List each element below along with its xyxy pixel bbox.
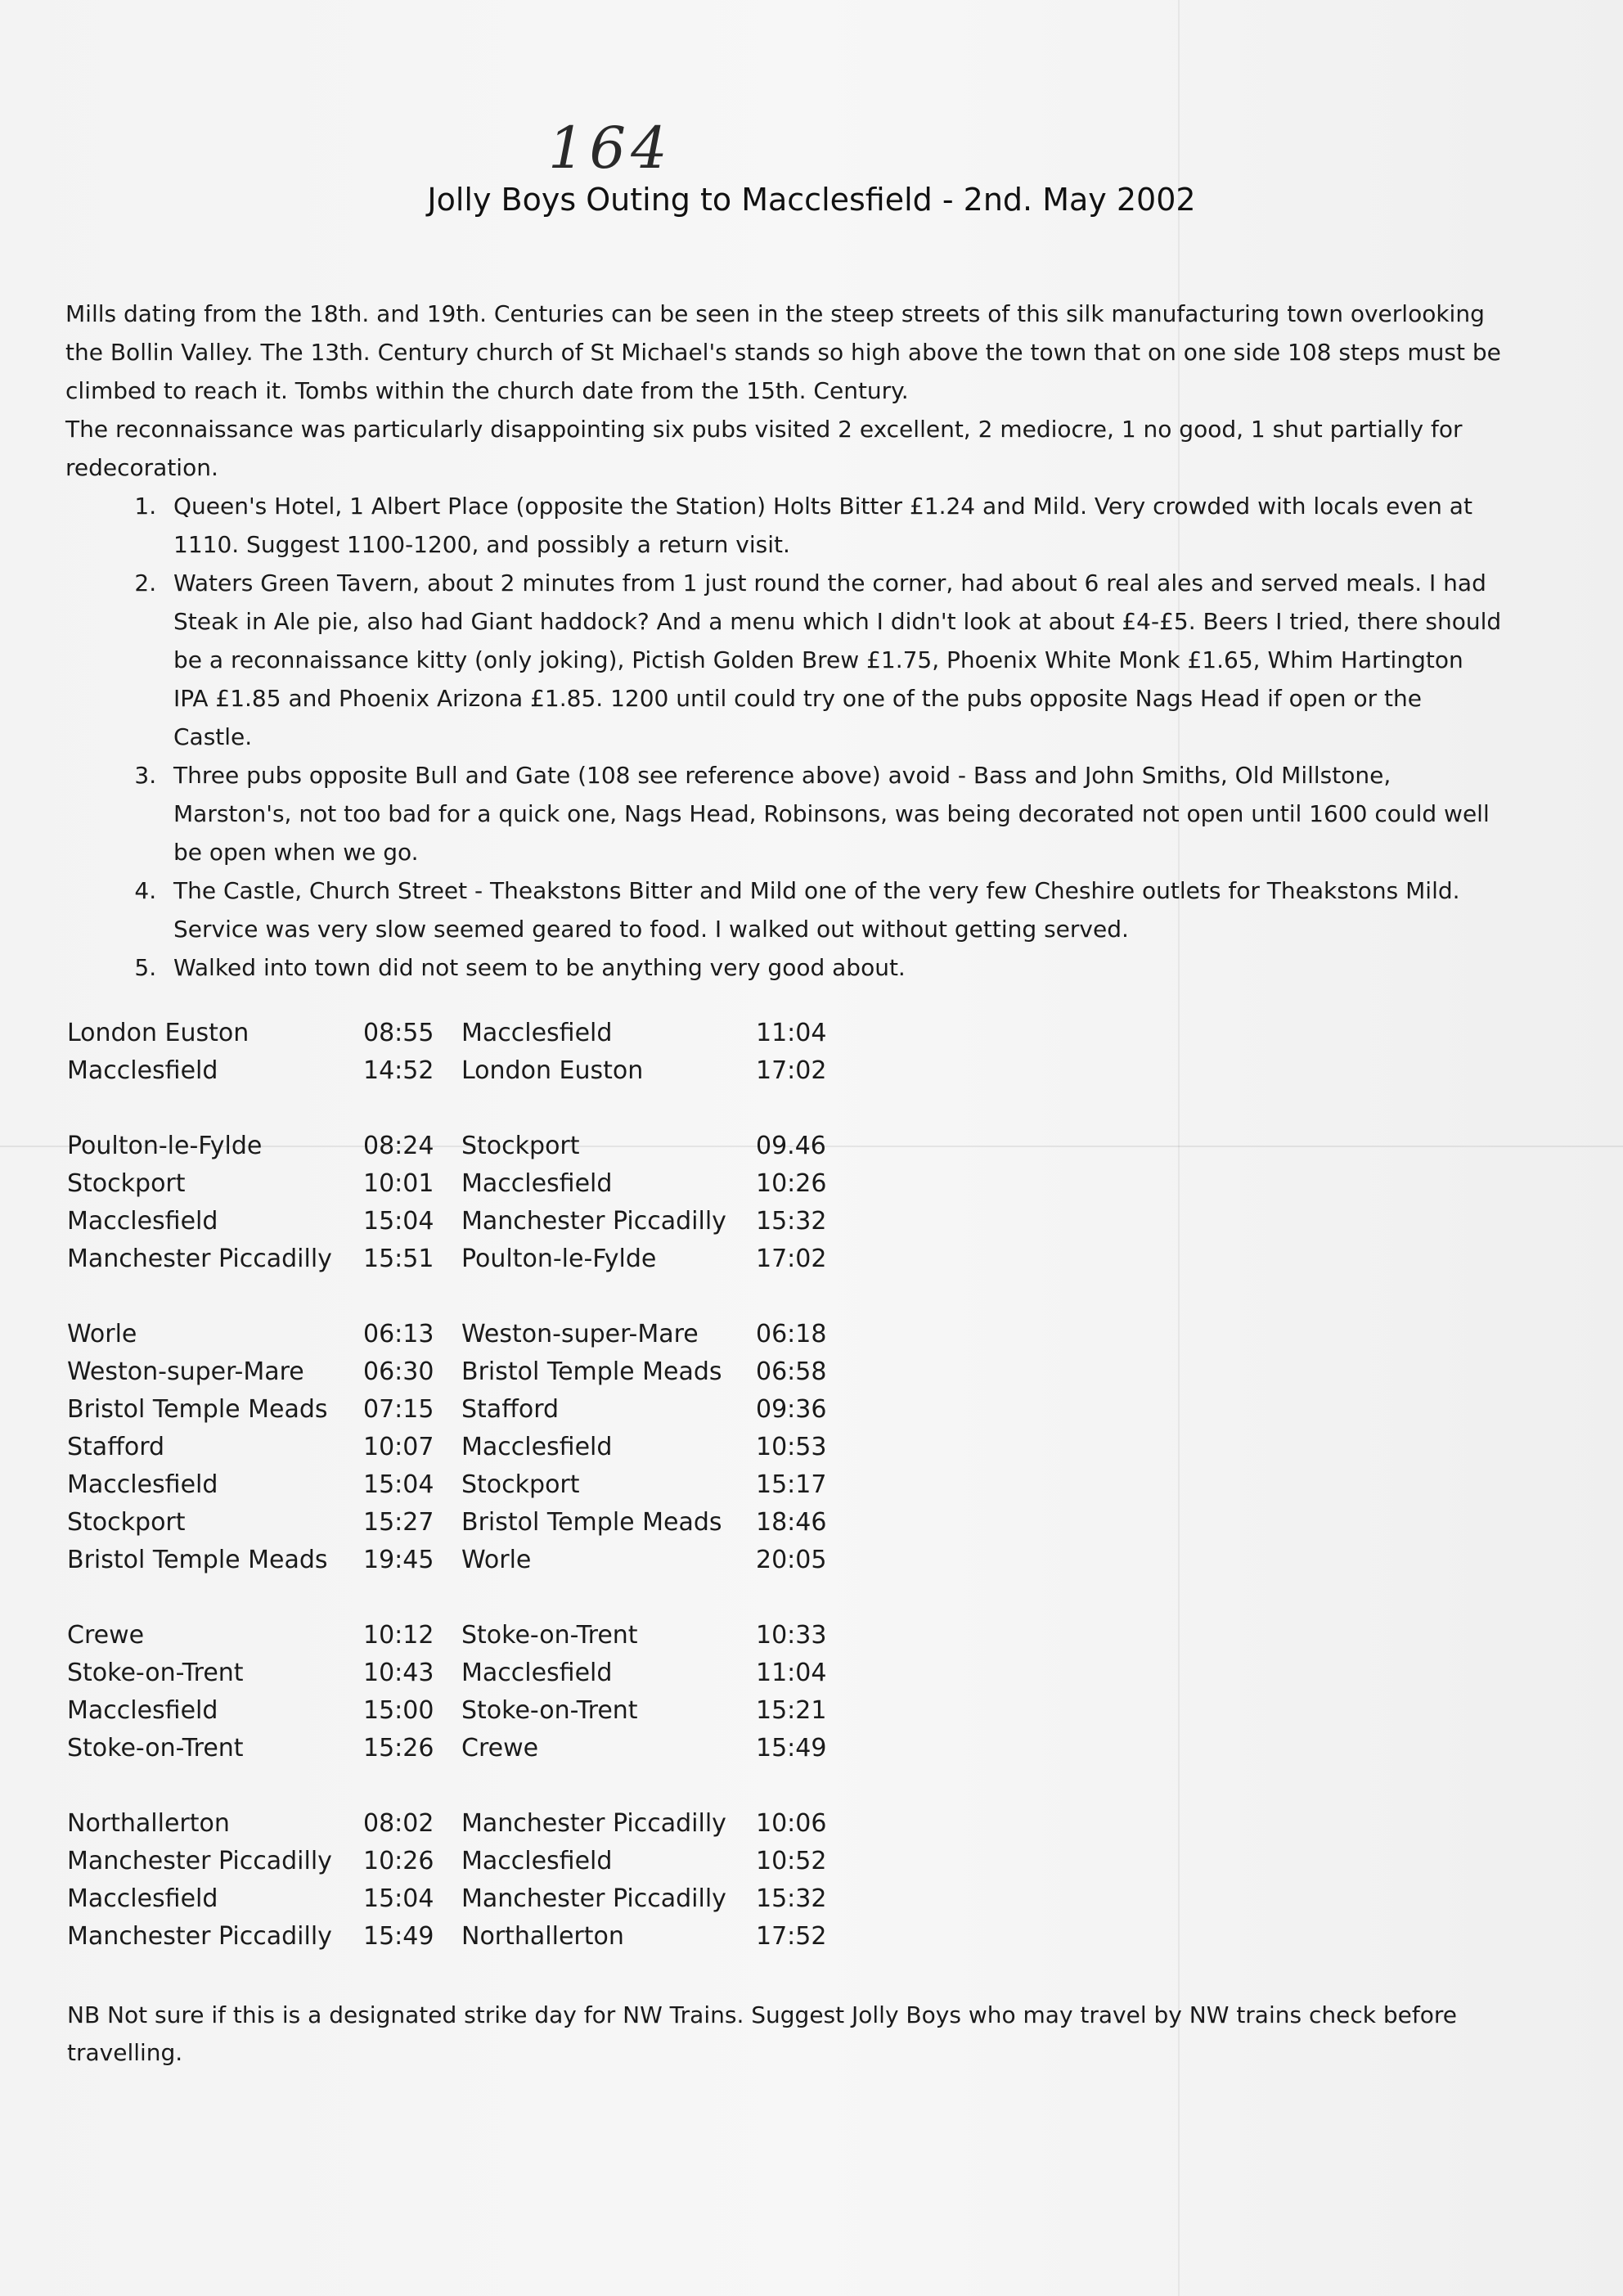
departure-time: 10:12 <box>363 1621 434 1650</box>
table-row <box>67 1353 854 1391</box>
timetable-group <box>67 1128 854 1278</box>
intro-paragraph: Mills dating from the 18th. and 19th. Centuries can be seen in the steep streets of this silk manufacturing town overlooking the Bollin Valley. The 13th. Century church of St Michael's stands so high above the town that on one side 108 steps must be climbed to reach it. Tombs within the church date from the 15th. Century. <box>65 300 1501 404</box>
arrival-time: 15:49 <box>756 1734 827 1763</box>
arrival-time: 10:53 <box>756 1433 827 1461</box>
table-row <box>67 1015 854 1052</box>
arrival-time: 10:26 <box>756 1169 827 1198</box>
arrival-station: Manchester Piccadilly <box>461 1809 726 1838</box>
arrival-time: 17:02 <box>756 1056 827 1085</box>
arrival-time: 18:46 <box>756 1508 827 1537</box>
table-row <box>67 1730 854 1767</box>
arrival-time: 11:04 <box>756 1019 827 1047</box>
arrival-time: 20:05 <box>756 1546 827 1574</box>
departure-time: 19:45 <box>363 1546 434 1574</box>
table-row <box>67 1692 854 1730</box>
departure-station: Poulton-le-Fylde <box>67 1132 263 1160</box>
arrival-station: Bristol Temple Meads <box>461 1357 722 1386</box>
table-row <box>67 1240 854 1278</box>
departure-station: Stafford <box>67 1433 165 1461</box>
departure-time: 06:13 <box>363 1320 434 1348</box>
departure-station: Stoke-on-Trent <box>67 1734 244 1763</box>
pub-list <box>65 487 1505 987</box>
departure-station: London Euston <box>67 1019 250 1047</box>
table-row <box>67 1165 854 1203</box>
departure-time: 10:07 <box>363 1433 434 1461</box>
departure-station: Manchester Piccadilly <box>67 1245 332 1273</box>
handwritten-number: 164 <box>548 115 672 182</box>
departure-time: 10:26 <box>363 1847 434 1875</box>
arrival-time: 10:06 <box>756 1809 827 1838</box>
list-item: 4. The Castle, Church Street - Theakstons Bitter and Mild one of the very few Cheshire outlets for Theakstons Mild. Service was very slow seemed geared to food. I walked out without getting served. <box>164 871 1505 948</box>
departure-time: 15:00 <box>363 1696 434 1725</box>
table-row <box>67 1429 854 1466</box>
departure-time: 08:02 <box>363 1809 434 1838</box>
arrival-time: 17:52 <box>756 1922 827 1951</box>
departure-time: 15:49 <box>363 1922 434 1951</box>
departure-time: 15:04 <box>363 1207 434 1236</box>
arrival-station: Macclesfield <box>461 1659 613 1687</box>
arrival-time: 09.46 <box>756 1132 826 1160</box>
departure-time: 15:26 <box>363 1734 434 1763</box>
arrival-station: Stockport <box>461 1470 580 1499</box>
table-row <box>67 1918 854 1956</box>
table-row <box>67 1843 854 1880</box>
body-text <box>65 295 1505 987</box>
departure-time: 08:24 <box>363 1132 434 1160</box>
departure-station: Crewe <box>67 1621 145 1650</box>
departure-station: Stockport <box>67 1169 186 1198</box>
table-row <box>67 1316 854 1353</box>
timetable-group <box>67 1316 854 1579</box>
strike-note: NB Not sure if this is a designated strike day for NW Trains. Suggest Jolly Boys who may travel by NW trains check before travelling. <box>67 2001 1457 2066</box>
table-row <box>67 1880 854 1918</box>
arrival-station: Stockport <box>461 1132 580 1160</box>
departure-station: Macclesfield <box>67 1056 218 1085</box>
departure-station: Weston-super-Mare <box>67 1357 304 1386</box>
arrival-time: 06:58 <box>756 1357 827 1386</box>
departure-station: Macclesfield <box>67 1696 218 1725</box>
arrival-station: Worle <box>461 1546 532 1574</box>
departure-time: 10:01 <box>363 1169 434 1198</box>
departure-station: Bristol Temple Meads <box>67 1546 328 1574</box>
arrival-time: 15:32 <box>756 1884 827 1913</box>
arrival-station: Poulton-le-Fylde <box>461 1245 657 1273</box>
departure-time: 08:55 <box>363 1019 434 1047</box>
list-item: 2. Waters Green Tavern, about 2 minutes from 1 just round the corner, had about 6 real ales and served meals. I had Steak in Ale pie, also had Giant haddock? And a menu which I didn't look at about £4-£5. Beers I tried, there should be a reconnaissance kitty (only joking), Pictish Golden Brew £1.75, Phoenix White Monk £1.65, Whim Hartington IPA £1.85 and Phoenix Arizona £1.85. 1200 until could try one of the pubs opposite Nags Head if open or the Castle. <box>164 564 1505 756</box>
departure-station: Bristol Temple Meads <box>67 1395 328 1424</box>
arrival-station: Manchester Piccadilly <box>461 1207 726 1236</box>
departure-time: 14:52 <box>363 1056 434 1085</box>
table-row <box>67 1542 854 1579</box>
page-title: Jolly Boys Outing to Macclesfield - 2nd. May 2002 <box>427 182 1196 218</box>
departure-station: Stoke-on-Trent <box>67 1659 244 1687</box>
departure-time: 15:04 <box>363 1470 434 1499</box>
arrival-station: Macclesfield <box>461 1169 613 1198</box>
train-timetable <box>67 1015 854 1993</box>
arrival-time: 10:52 <box>756 1847 827 1875</box>
table-row <box>67 1617 854 1654</box>
departure-time: 15:04 <box>363 1884 434 1913</box>
departure-station: Macclesfield <box>67 1884 218 1913</box>
list-item: 3. Three pubs opposite Bull and Gate (108 see reference above) avoid - Bass and John Smiths, Old Millstone, Marston's, not too bad for a quick one, Nags Head, Robinsons, was being decorated not open until 1600 could well be open when we go. <box>164 756 1505 871</box>
list-item: 5. Walked into town did not seem to be anything very good about. <box>164 948 1505 987</box>
arrival-station: London Euston <box>461 1056 644 1085</box>
arrival-station: Stoke-on-Trent <box>461 1621 638 1650</box>
table-row <box>67 1466 854 1504</box>
arrival-station: Weston-super-Mare <box>461 1320 699 1348</box>
departure-time: 15:51 <box>363 1245 434 1273</box>
table-row <box>67 1504 854 1542</box>
departure-station: Northallerton <box>67 1809 230 1838</box>
arrival-time: 09:36 <box>756 1395 827 1424</box>
arrival-time: 10:33 <box>756 1621 827 1650</box>
arrival-station: Macclesfield <box>461 1433 613 1461</box>
departure-time: 15:27 <box>363 1508 434 1537</box>
arrival-time: 06:18 <box>756 1320 827 1348</box>
timetable-group <box>67 1015 854 1090</box>
table-row <box>67 1805 854 1843</box>
arrival-time: 15:21 <box>756 1696 827 1725</box>
arrival-station: Crewe <box>461 1734 539 1763</box>
departure-station: Worle <box>67 1320 137 1348</box>
arrival-station: Manchester Piccadilly <box>461 1884 726 1913</box>
departure-station: Stockport <box>67 1508 186 1537</box>
departure-station: Manchester Piccadilly <box>67 1922 332 1951</box>
arrival-station: Macclesfield <box>461 1847 613 1875</box>
timetable-group <box>67 1805 854 1956</box>
reconnaissance-paragraph: The reconnaissance was particularly disappointing six pubs visited 2 excellent, 2 mediocre, 1 no good, 1 shut partially for redecoration. <box>65 416 1463 481</box>
arrival-station: Northallerton <box>461 1922 624 1951</box>
list-item: 1. Queen's Hotel, 1 Albert Place (opposite the Station) Holts Bitter £1.24 and Mild. Very crowded with locals even at 1110. Suggest 1100-1200, and possibly a return visit. <box>164 487 1505 564</box>
departure-time: 07:15 <box>363 1395 434 1424</box>
arrival-time: 11:04 <box>756 1659 827 1687</box>
arrival-time: 15:32 <box>756 1207 827 1236</box>
arrival-station: Bristol Temple Meads <box>461 1508 722 1537</box>
arrival-station: Macclesfield <box>461 1019 613 1047</box>
arrival-time: 15:17 <box>756 1470 827 1499</box>
departure-time: 06:30 <box>363 1357 434 1386</box>
arrival-station: Stafford <box>461 1395 560 1424</box>
table-row <box>67 1654 854 1692</box>
table-row <box>67 1052 854 1090</box>
departure-station: Manchester Piccadilly <box>67 1847 332 1875</box>
arrival-station: Stoke-on-Trent <box>461 1696 638 1725</box>
timetable-group <box>67 1617 854 1767</box>
arrival-time: 17:02 <box>756 1245 827 1273</box>
departure-time: 10:43 <box>363 1659 434 1687</box>
table-row <box>67 1203 854 1240</box>
table-row <box>67 1128 854 1165</box>
departure-station: Macclesfield <box>67 1207 218 1236</box>
departure-station: Macclesfield <box>67 1470 218 1499</box>
table-row <box>67 1391 854 1429</box>
